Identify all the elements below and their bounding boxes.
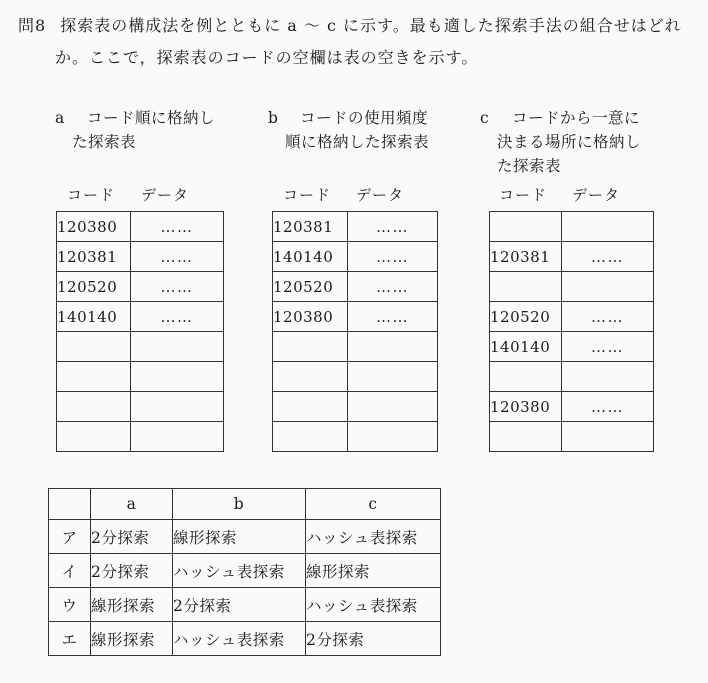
code-cell — [490, 362, 562, 392]
answer-cell: 2分探索 — [306, 622, 441, 656]
data-cell — [131, 332, 224, 362]
search-table-a — [56, 211, 224, 452]
table-row — [57, 212, 224, 242]
answer-row-a — [49, 520, 441, 554]
table-row — [57, 362, 224, 392]
table-c-caption-line: コードから一意に — [512, 109, 641, 127]
table-b-caption-line: コードの使用頻度 — [300, 109, 429, 127]
code-cell — [490, 212, 562, 242]
table-c-data-header: データ — [572, 186, 621, 204]
code-cell: 120381 — [273, 212, 348, 242]
table-row — [490, 392, 654, 422]
answer-cell: 線形探索 — [91, 622, 173, 656]
table-row — [490, 422, 654, 452]
search-table-b — [272, 211, 438, 452]
table-c-letter: c — [480, 109, 490, 127]
table-row — [273, 242, 438, 272]
data-cell: …… — [348, 212, 438, 242]
table-c-caption-line: た探索表 — [497, 157, 562, 175]
code-cell — [273, 392, 348, 422]
code-cell: 120381 — [57, 242, 131, 272]
data-cell — [562, 422, 654, 452]
table-row — [490, 212, 654, 242]
data-cell — [562, 212, 654, 242]
table-b-letter: b — [268, 109, 279, 127]
code-cell — [57, 392, 131, 422]
table-row — [490, 242, 654, 272]
answer-cell: 2分探索 — [173, 588, 306, 622]
table-row — [490, 302, 654, 332]
answer-col-header-c: c — [306, 489, 441, 520]
answer-col-header-a: a — [91, 489, 173, 520]
table-row — [273, 212, 438, 242]
table-row — [57, 242, 224, 272]
table-row — [57, 392, 224, 422]
answer-cell: ハッシュ表探索 — [306, 588, 441, 622]
code-cell — [57, 332, 131, 362]
answer-cell: 2分探索 — [91, 554, 173, 588]
answer-row-u — [49, 588, 441, 622]
data-cell — [348, 332, 438, 362]
question-number: 問8 — [18, 16, 47, 35]
data-cell: …… — [348, 302, 438, 332]
question-line-2: か。ここで，探索表のコードの空欄は表の空きを示す。 — [55, 48, 479, 67]
table-row — [273, 362, 438, 392]
table-b-data-header: データ — [356, 186, 405, 204]
data-cell: …… — [348, 272, 438, 302]
table-row — [57, 272, 224, 302]
table-a-letter: a — [55, 109, 65, 127]
table-b-code-header: コード — [283, 186, 332, 204]
answer-cell: ハッシュ表探索 — [173, 554, 306, 588]
answer-cell: 線形探索 — [91, 588, 173, 622]
table-a-code-header: コード — [67, 186, 116, 204]
code-cell — [490, 422, 562, 452]
answer-row-i — [49, 554, 441, 588]
table-b-caption-line: 順に格納した探索表 — [285, 133, 430, 151]
code-cell: 120520 — [57, 272, 131, 302]
table-c-caption — [480, 106, 641, 178]
answer-row-label: エ — [49, 622, 91, 656]
table-a-caption-line: コード順に格納し — [87, 109, 216, 127]
question-text: 探索表の構成法を例とともに a ～ c に示す。最も適した探索手法の組合せはどれ — [60, 16, 682, 35]
table-row — [490, 362, 654, 392]
data-cell: …… — [348, 242, 438, 272]
code-cell: 120520 — [273, 272, 348, 302]
code-cell: 140140 — [273, 242, 348, 272]
answer-cell: 線形探索 — [306, 554, 441, 588]
data-cell — [348, 362, 438, 392]
data-cell — [131, 392, 224, 422]
answer-cell: ハッシュ表探索 — [306, 520, 441, 554]
table-row — [273, 332, 438, 362]
answer-corner-cell — [49, 489, 91, 520]
table-a-data-header: データ — [141, 186, 190, 204]
data-cell: …… — [562, 242, 654, 272]
data-cell — [562, 362, 654, 392]
table-row — [273, 422, 438, 452]
data-cell: …… — [131, 242, 224, 272]
data-cell: …… — [131, 272, 224, 302]
code-cell: 120520 — [490, 302, 562, 332]
code-cell: 140140 — [57, 302, 131, 332]
data-cell — [348, 392, 438, 422]
code-cell: 120380 — [273, 302, 348, 332]
code-cell — [273, 332, 348, 362]
code-cell: 140140 — [490, 332, 562, 362]
data-cell — [131, 362, 224, 392]
code-cell — [57, 422, 131, 452]
table-a-caption — [55, 106, 215, 154]
table-row — [57, 332, 224, 362]
code-cell — [57, 362, 131, 392]
answer-cell: ハッシュ表探索 — [173, 622, 306, 656]
code-cell: 120380 — [57, 212, 131, 242]
answer-cell: 線形探索 — [173, 520, 306, 554]
answer-row-e — [49, 622, 441, 656]
answer-cell: 2分探索 — [91, 520, 173, 554]
table-b-caption — [268, 106, 429, 154]
answer-header-row — [49, 489, 441, 520]
data-cell: …… — [131, 302, 224, 332]
table-row — [273, 392, 438, 422]
data-cell — [131, 422, 224, 452]
table-row — [273, 302, 438, 332]
code-cell: 120381 — [490, 242, 562, 272]
code-cell: 120380 — [490, 392, 562, 422]
table-a-caption-line: た探索表 — [72, 133, 137, 151]
data-cell: …… — [562, 392, 654, 422]
table-c-code-header: コード — [499, 186, 548, 204]
question-line-1 — [18, 13, 682, 36]
answer-col-header-b: b — [173, 489, 306, 520]
code-cell — [273, 362, 348, 392]
data-cell — [348, 422, 438, 452]
data-cell: …… — [562, 332, 654, 362]
table-row — [490, 272, 654, 302]
answer-row-label: ア — [49, 520, 91, 554]
code-cell — [273, 422, 348, 452]
search-table-c — [489, 211, 654, 452]
data-cell: …… — [131, 212, 224, 242]
table-row — [273, 272, 438, 302]
table-row — [490, 332, 654, 362]
answer-row-label: イ — [49, 554, 91, 588]
table-row — [57, 422, 224, 452]
data-cell — [562, 272, 654, 302]
answer-table — [48, 488, 441, 656]
answer-row-label: ウ — [49, 588, 91, 622]
table-c-caption-line: 決まる場所に格納し — [497, 133, 642, 151]
table-row — [57, 302, 224, 332]
code-cell — [490, 272, 562, 302]
data-cell: …… — [562, 302, 654, 332]
